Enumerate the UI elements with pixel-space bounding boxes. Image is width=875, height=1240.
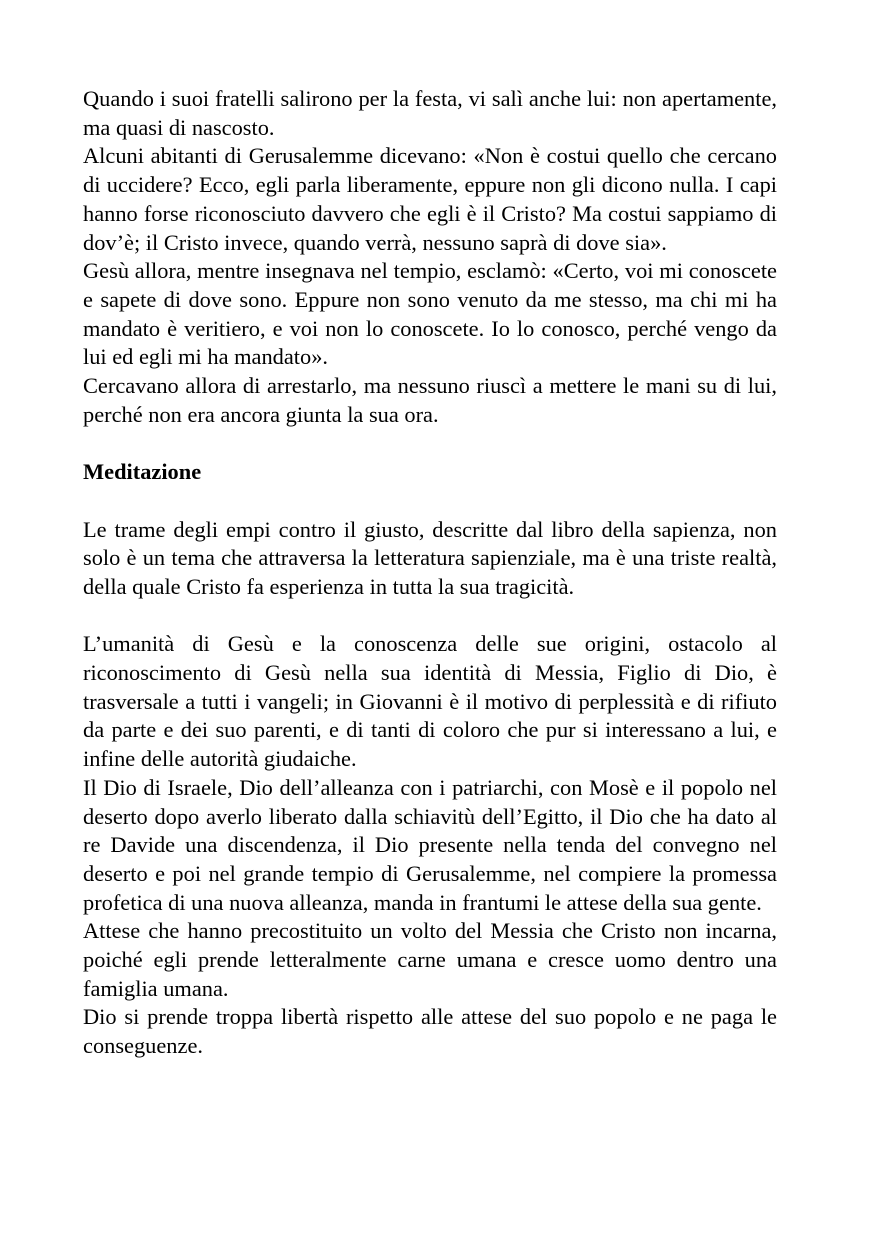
reading-paragraph: Cercavano allora di arrestarlo, ma nessuno riuscì a mettere le mani su di lui, perché non era ancora giunta la sua ora. <box>83 373 777 427</box>
spacer <box>83 602 777 631</box>
reading-paragraph: Alcuni abitanti di Gerusalemme dicevano: «Non è costui quello che cercano di uccidere? Ecco, egli parla liberamente, eppure non gli dicono nulla. I capi hanno forse riconosciuto davvero che egli è il Cristo? Ma costui sappiamo di dov’è; il Cristo invece, quando verrà, nessuno saprà di dove sia». <box>83 143 777 255</box>
reading-paragraph: Quando i suoi fratelli salirono per la festa, vi salì anche lui: non apertamente, ma quasi di nascosto. <box>83 86 777 140</box>
document-page <box>83 85 777 1061</box>
spacer <box>83 487 777 516</box>
section-heading: Meditazione <box>83 459 202 485</box>
meditation-paragraph: L’umanità di Gesù e la conoscenza delle sue origini, ostacolo al riconoscimento di Gesù nella sua identità di Messia, Figlio di Dio, è trasversale a tutti i vangeli; in Giovanni è il motivo di perplessità e di rifiuto da parte e dei suo parenti, e di tanti di coloro che pur si interessano a lui, e infine delle autorità giudaiche. <box>83 631 777 772</box>
spacer <box>83 429 777 458</box>
gospel-reading <box>83 85 777 429</box>
meditation-paragraph: Il Dio di Israele, Dio dell’alleanza con i patriarchi, con Mosè e il popolo nel deserto dopo averlo liberato dalla schiavitù dell’Egitto, il Dio che ha dato al re Davide una discendenza, il Dio presente nella tenda del convegno nel deserto e poi nel grande tempio di Gerusalemme, nel compiere la promessa profetica di una nuova alleanza, manda in frantumi le attese della sua gente. <box>83 774 777 915</box>
meditation-paragraph: Attese che hanno precostituito un volto del Messia che Cristo non incarna, poiché egli prende letteralmente carne umana e cresce uomo dentro una famiglia umana. <box>83 918 777 1001</box>
reading-paragraph: Gesù allora, mentre insegnava nel tempio, esclamò: «Certo, voi mi conoscete e sapete di dove sono. Eppure non sono venuto da me stesso, ma chi mi ha mandato è veritiero, e voi non lo conoscete. Io lo conosco, perché vengo da lui ed egli mi ha mandato». <box>83 258 777 370</box>
meditation-intro: Le trame degli empi contro il giusto, descritte dal libro della sapienza, non solo è un tema che attraversa la letteratura sapienziale, ma è una triste realtà, della quale Cristo fa esperienza in tutta la sua tragicità. <box>83 516 777 599</box>
meditation-paragraph: Dio si prende troppa libertà rispetto alle attese del suo popolo e ne paga le conseguenze. <box>83 1004 777 1059</box>
meditation-section <box>83 458 777 1061</box>
